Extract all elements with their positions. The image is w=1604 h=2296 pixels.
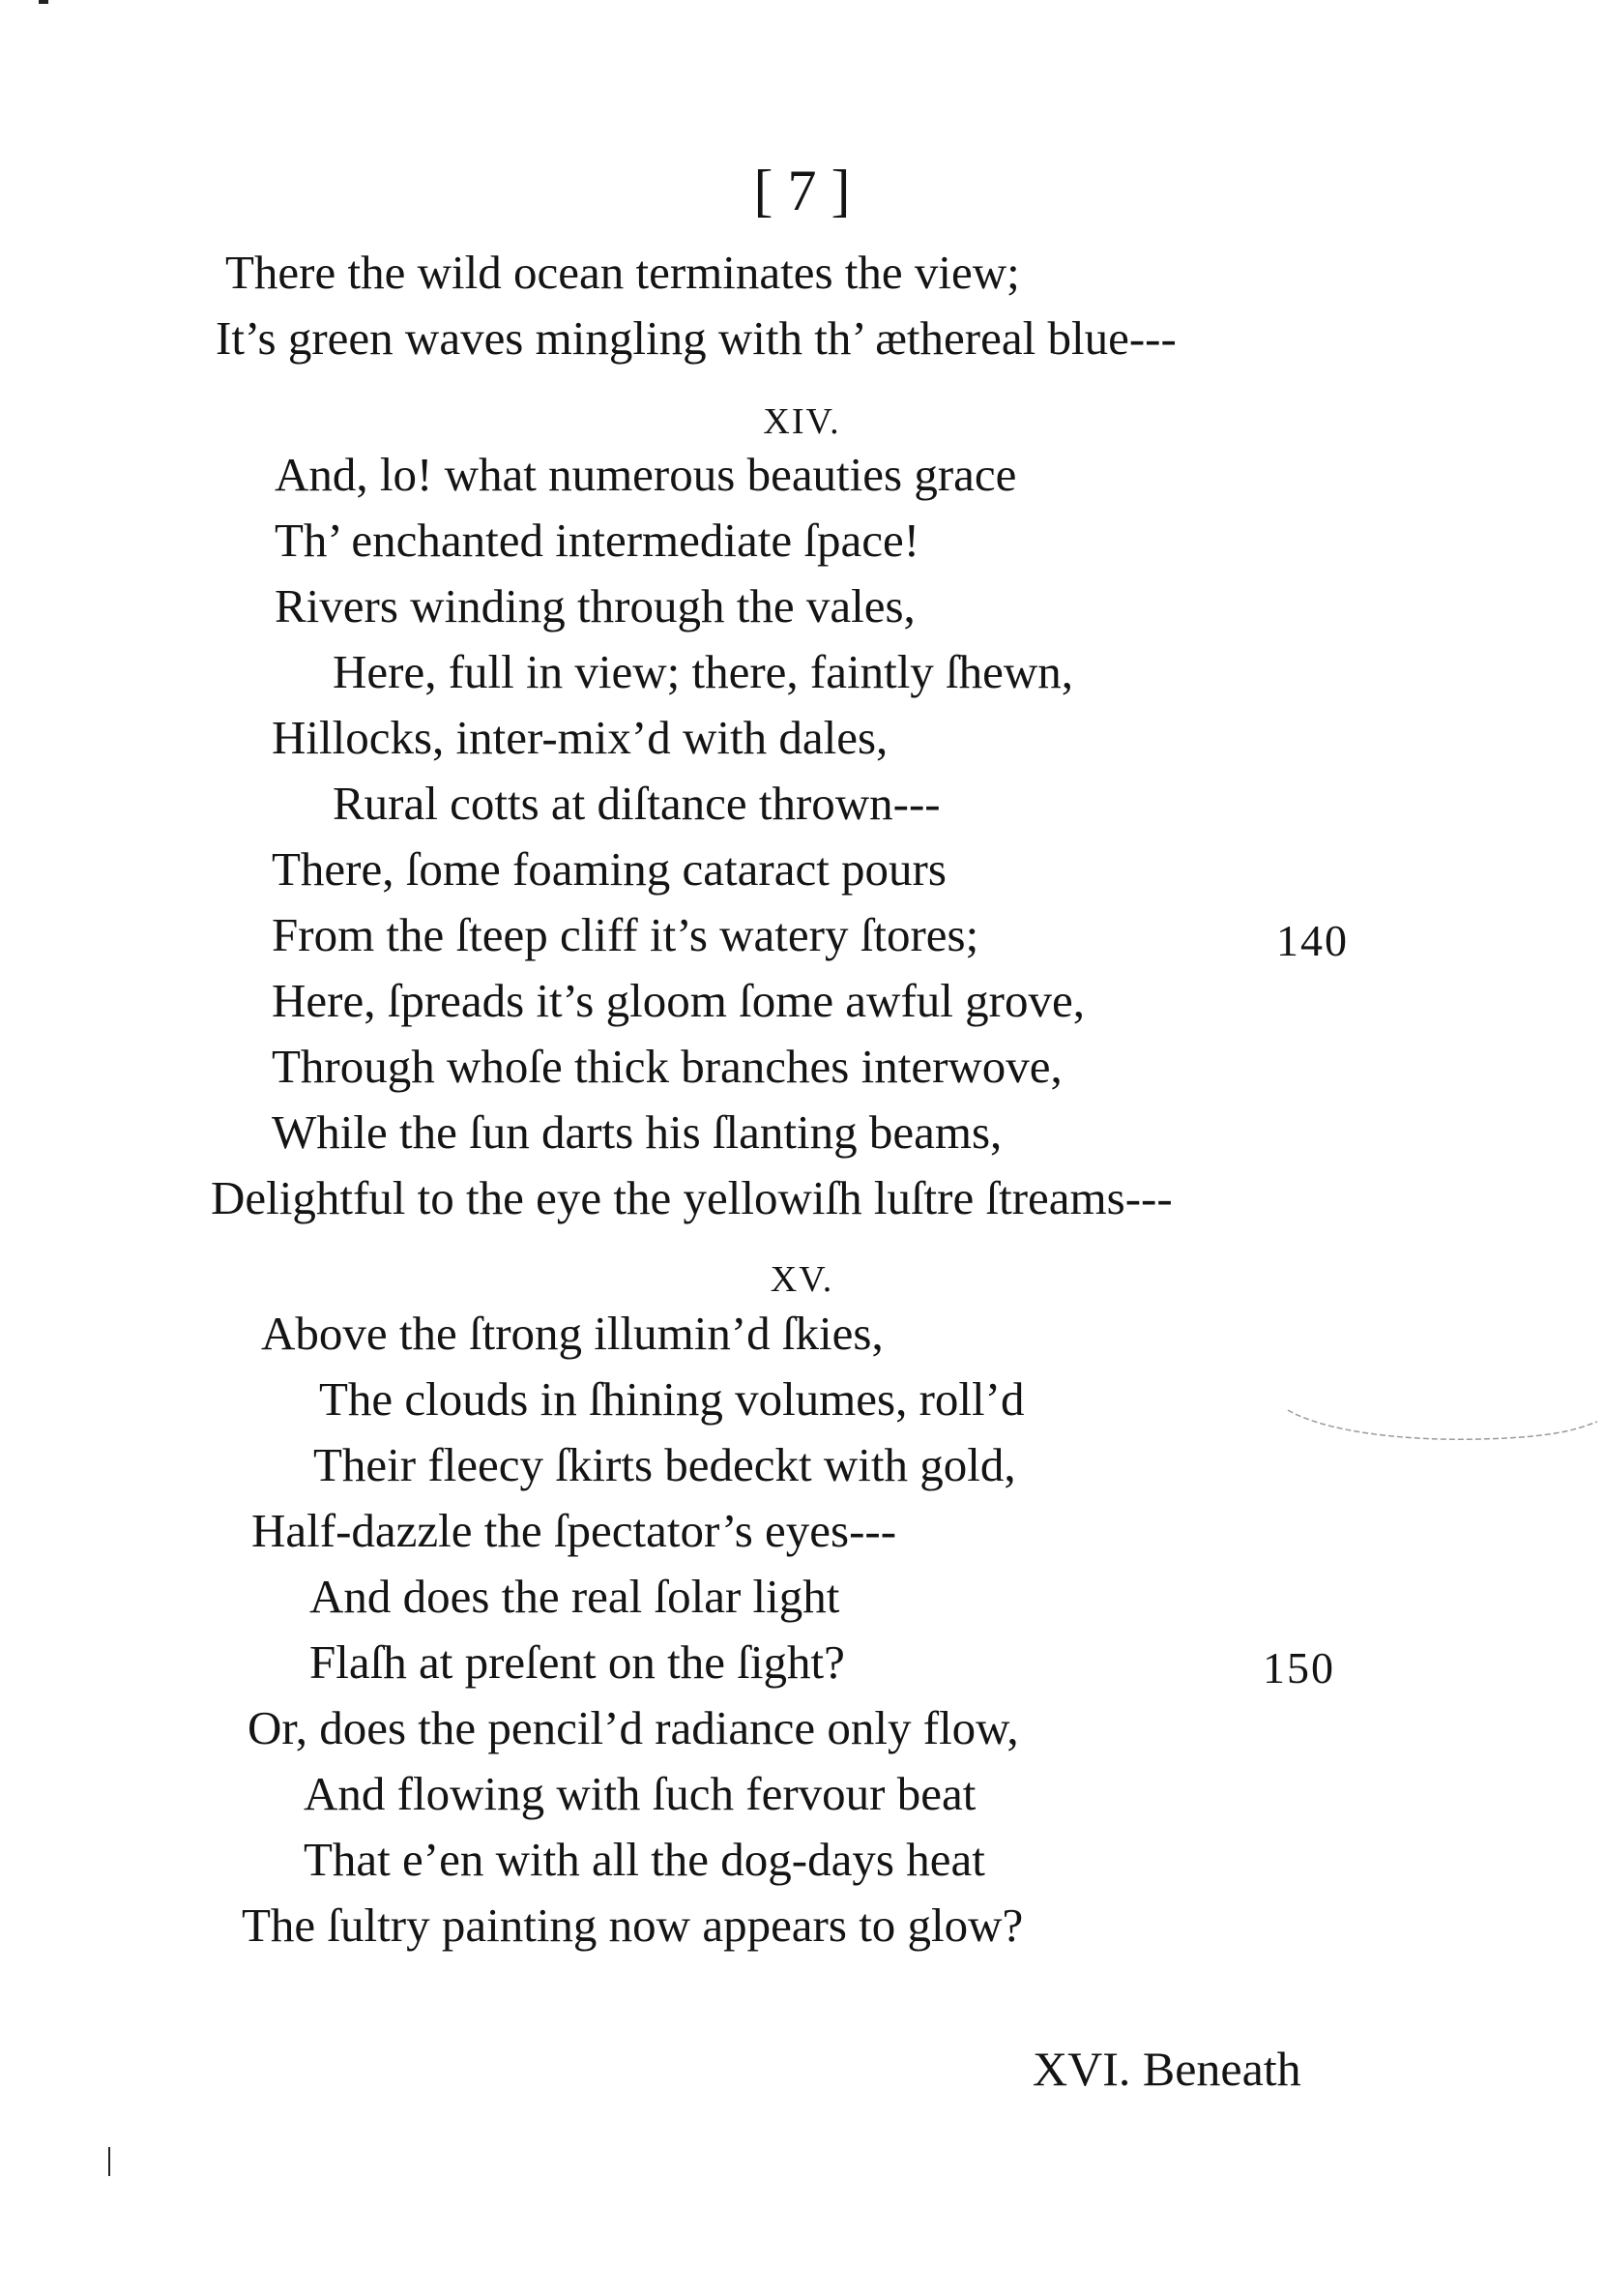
page-number: [ 7 ]	[753, 159, 851, 222]
verse-line: There, ſome foaming cataract pours	[272, 842, 947, 896]
verse-line: Rural cotts at diſtance thrown---	[333, 777, 941, 830]
verse-line: Rivers winding through the vales,	[275, 579, 916, 633]
verse-line: The ſultry painting now appears to glow?	[242, 1899, 1024, 1952]
ink-speck	[108, 2147, 110, 2176]
verse-line: Here, ſpreads it’s gloom ſome awful grove,	[272, 974, 1085, 1027]
verse-line: There the wild ocean terminates the view;	[225, 246, 1020, 299]
stanza-numeral-xv: XV.	[770, 1259, 834, 1300]
verse-line: The clouds in ſhining volumes, roll’d	[319, 1372, 1025, 1426]
verse-line: While the ſun darts his ſlanting beams,	[272, 1105, 1003, 1159]
verse-line: Or, does the pencil’d radiance only flow,	[248, 1701, 1019, 1754]
pencil-stroke	[1286, 1402, 1604, 1451]
verse-line: Half-dazzle the ſpectator’s eyes---	[251, 1504, 897, 1557]
verse-line: Through whoſe thick branches interwove,	[272, 1040, 1063, 1093]
verse-line: Hillocks, inter-mix’d with dales,	[272, 711, 889, 764]
verse-line: And, lo! what numerous beauties grace	[275, 448, 1017, 501]
verse-line: That e’en with all the dog-days heat	[304, 1833, 985, 1886]
verse-line: Above the ſtrong illumin’d ſkies,	[261, 1307, 884, 1360]
verse-line: And flowing with ſuch fervour beat	[304, 1767, 977, 1820]
catchword: XVI. Beneath	[1033, 2042, 1301, 2096]
stanza-numeral-xiv: XIV.	[763, 401, 841, 442]
verse-line: Th’ enchanted intermediate ſpace!	[275, 514, 920, 567]
verse-line: From the ſteep cliff it’s watery ſtores;	[272, 908, 979, 961]
verse-line: It’s green waves mingling with th’ æthereal blue---	[216, 311, 1177, 365]
verse-line: Their fleecy ſkirts bedeckt with gold,	[313, 1438, 1016, 1491]
line-number-150: 150	[1263, 1643, 1335, 1693]
verse-line: Here, full in view; there, faintly ſhewn,	[333, 645, 1074, 698]
verse-line: Delightful to the eye the yellowiſh luſtre ſtreams---	[211, 1171, 1173, 1224]
ink-speck	[39, 0, 48, 4]
verse-line: Flaſh at preſent on the ſight?	[309, 1635, 845, 1689]
line-number-140: 140	[1276, 916, 1349, 965]
verse-line: And does the real ſolar light	[309, 1570, 840, 1623]
